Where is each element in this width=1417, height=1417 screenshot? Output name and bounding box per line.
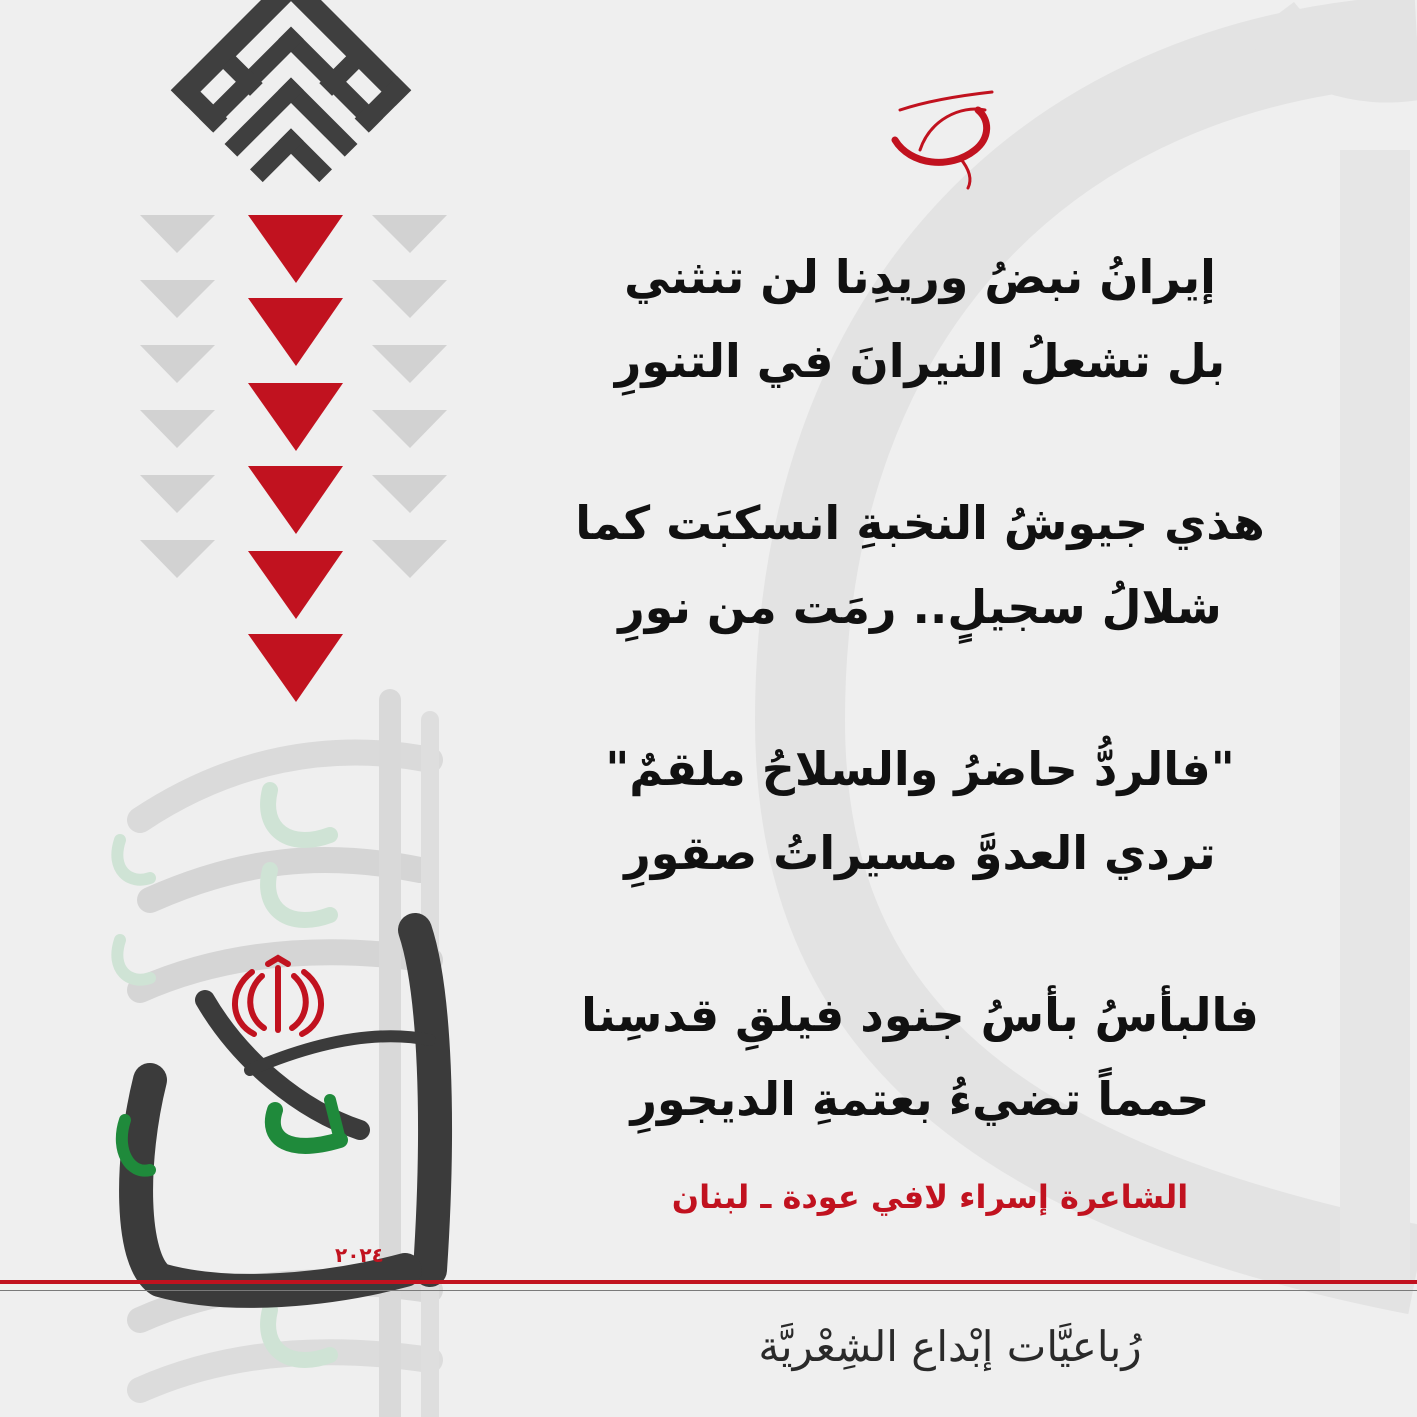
gray-triangles-right — [372, 215, 447, 578]
gray-triangles-left — [140, 215, 215, 578]
verse-line: حمماً تضيءُ بعتمةِ الديجورِ — [630, 1072, 1210, 1126]
verse-line: إيرانُ نبضُ وريدِنا لن تنثني — [624, 250, 1216, 304]
gray-divider — [0, 1290, 1417, 1291]
red-divider — [0, 1280, 1417, 1284]
footer-title: رُباعيَّات إبْداع الشِعْريَّة — [758, 1322, 1142, 1371]
stanza-3 — [560, 727, 1280, 895]
poem — [560, 235, 1280, 1219]
verse-line: هذي جيوشُ النخبةِ انسكبَت كما — [575, 496, 1265, 550]
kufic-square-pattern — [171, 0, 411, 210]
verse-line: بل تشعلُ النيرانَ في التنورِ — [614, 334, 1226, 388]
year-label: ٢٠٢٤ — [335, 1243, 384, 1267]
stanza-4 — [560, 973, 1280, 1141]
verse-line: شلالُ سجيلٍ.. رمَت من نورِ — [618, 580, 1222, 634]
red-triangles — [248, 215, 343, 702]
verse-line: "فالردُّ حاضرُ والسلاحُ ملقمٌ" — [605, 742, 1235, 796]
author-credit: الشاعرة إسراء لافي عودة ـ لبنان — [671, 1178, 1189, 1216]
verse-line: تردي العدوَّ مسيراتُ صقورِ — [624, 826, 1216, 880]
stanza-1 — [560, 235, 1280, 403]
stanza-2 — [560, 481, 1280, 649]
verse-line: فالبأسُ بأسُ جنود فيلقِ قدسِنا — [581, 988, 1259, 1042]
